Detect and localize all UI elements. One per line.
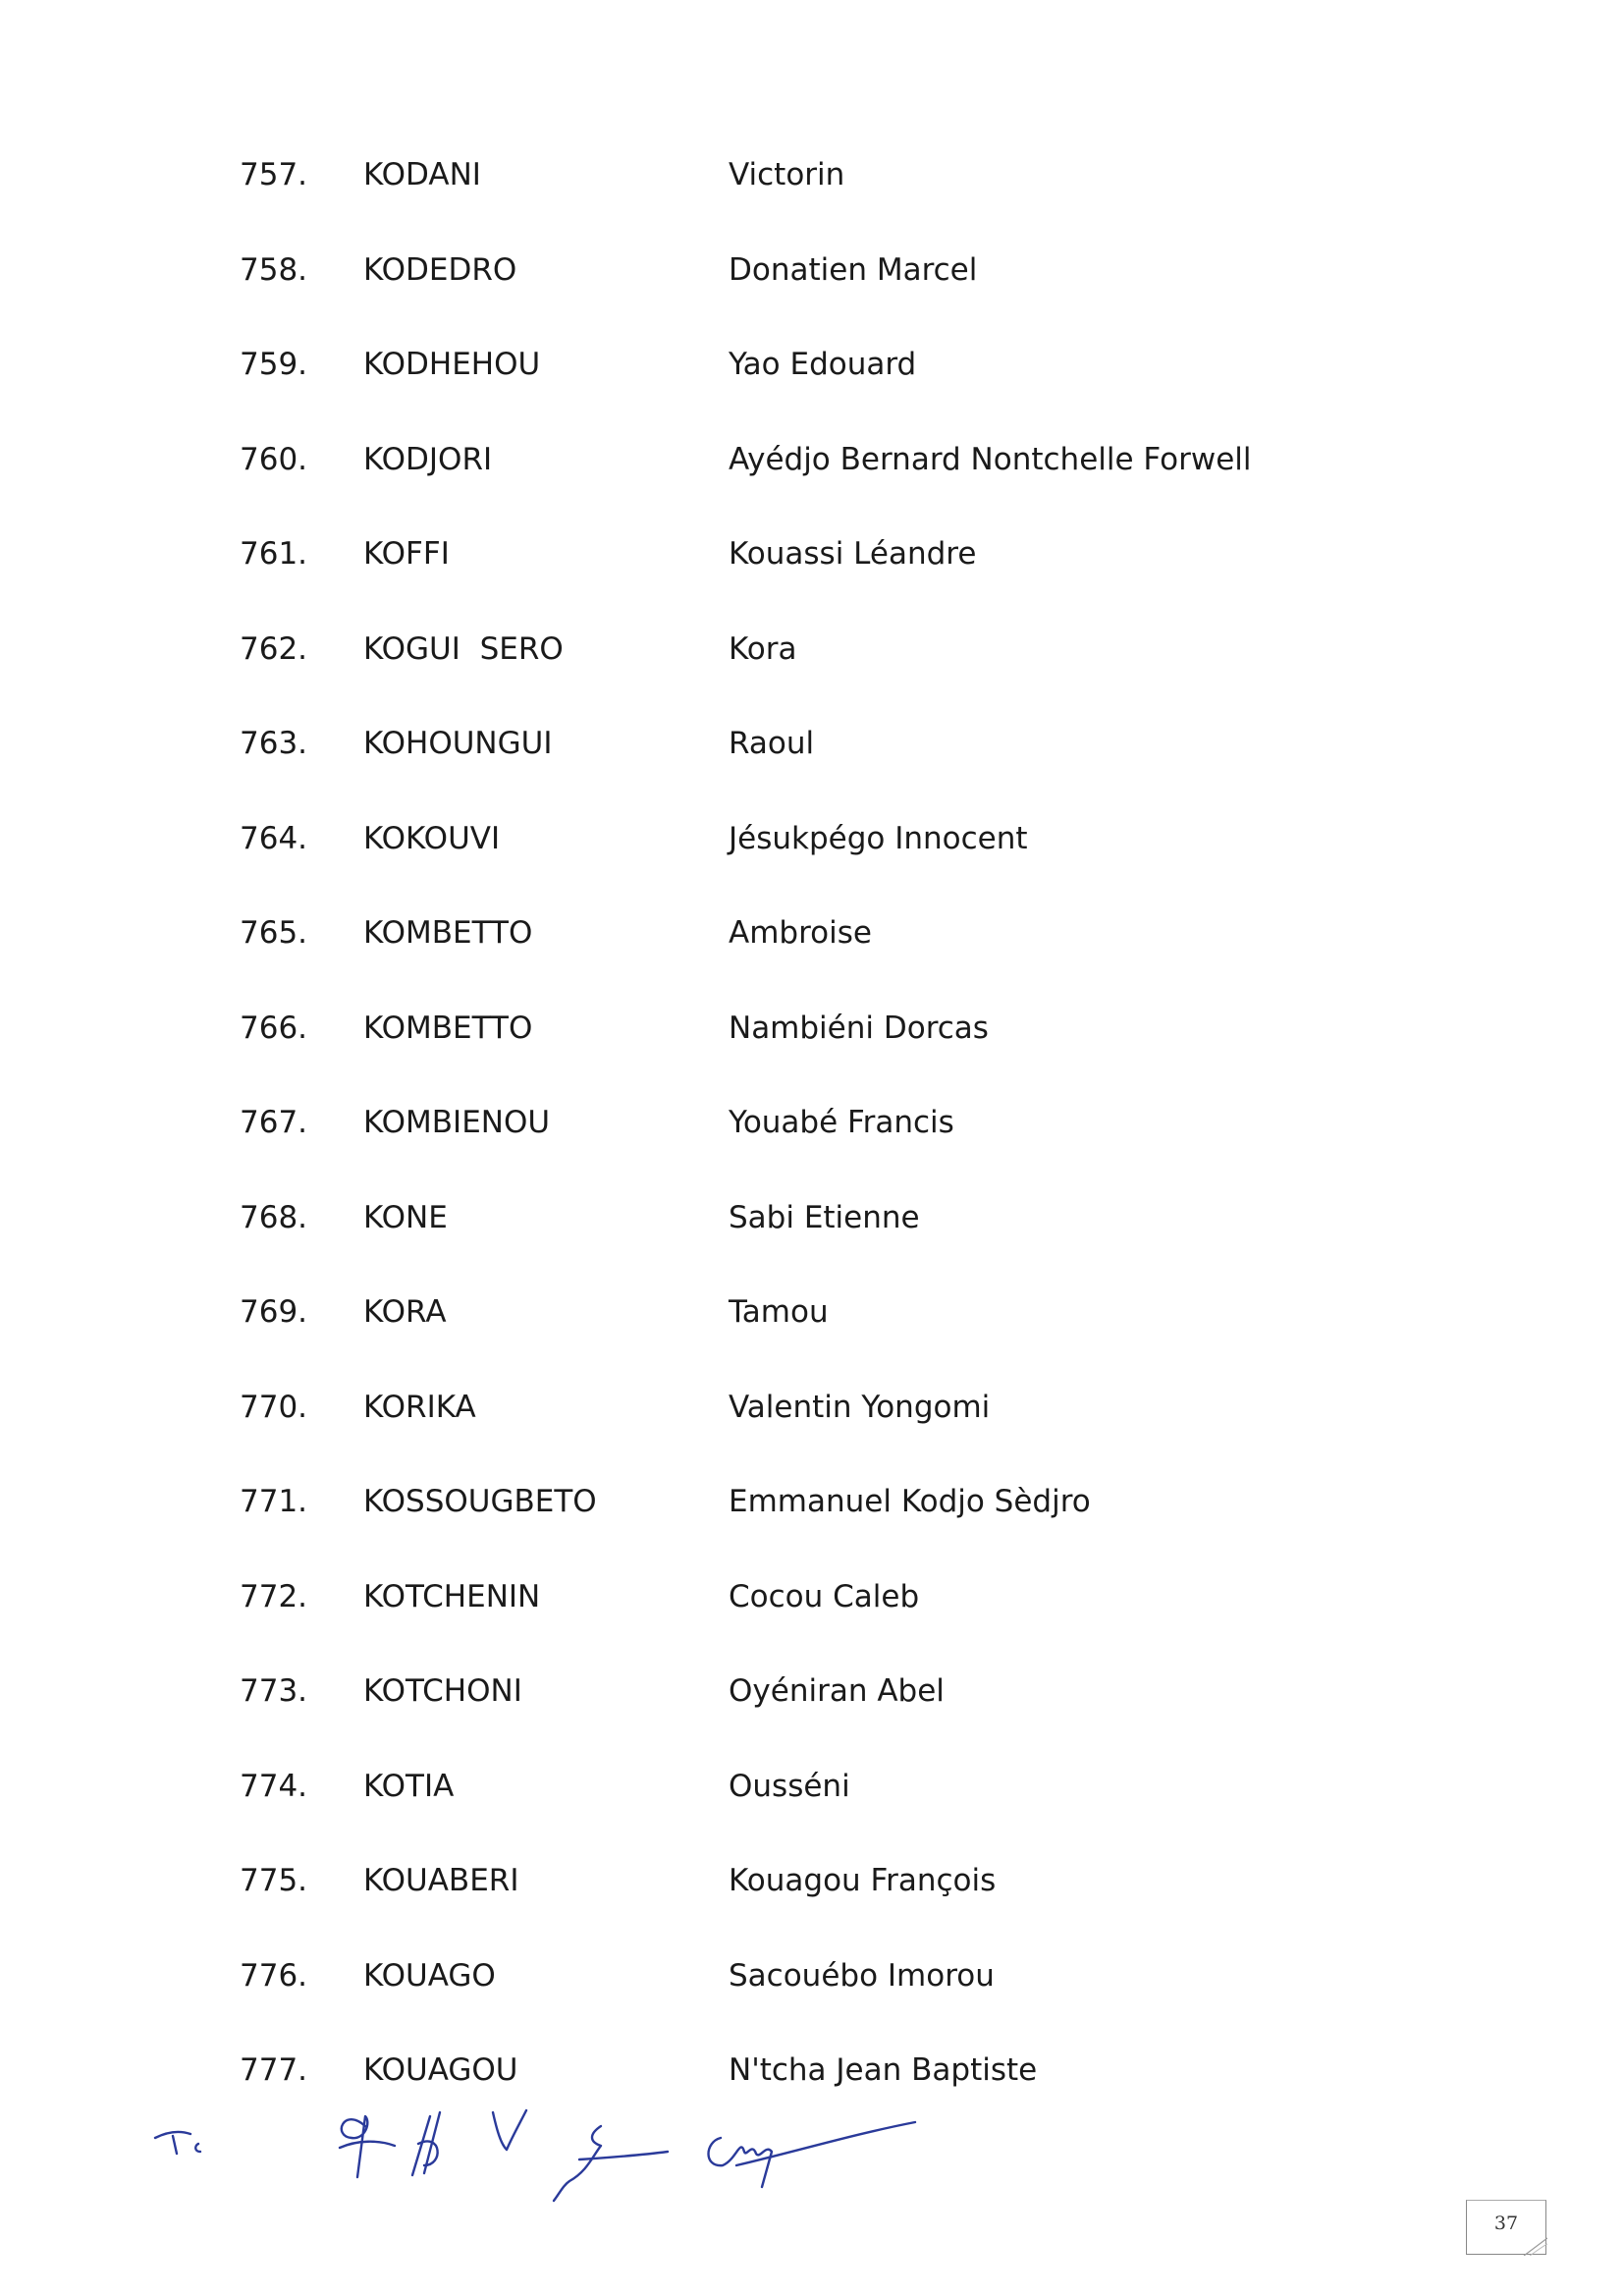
entry-number: 765. — [240, 915, 308, 951]
entry-given-names: Kouassi Léandre — [729, 536, 977, 572]
entry-given-names: Emmanuel Kodjo Sèdjro — [729, 1484, 1091, 1519]
entry-number: 759. — [240, 347, 308, 382]
signature-mark — [493, 2110, 526, 2150]
entry-number: 757. — [240, 157, 308, 192]
entry-surname: KODANI — [363, 157, 481, 192]
entry-surname: KOKOUVI — [363, 820, 501, 856]
entry-given-names: Donatien Marcel — [729, 251, 978, 288]
list-item — [0, 1469, 1624, 1564]
list-item — [0, 1564, 1624, 1660]
entry-number: 768. — [240, 1199, 308, 1235]
entry-number: 763. — [240, 726, 308, 761]
list-item — [0, 1280, 1624, 1375]
entry-given-names: Kora — [729, 630, 797, 667]
entry-surname: KOHOUNGUI — [363, 726, 553, 761]
entry-surname: KORIKA — [363, 1389, 476, 1425]
entry-number: 761. — [240, 536, 308, 572]
entry-number: 767. — [240, 1105, 308, 1140]
entry-number: 758. — [240, 251, 308, 288]
list-item — [0, 1943, 1624, 2039]
entry-number: 775. — [240, 1863, 308, 1898]
entry-number: 760. — [240, 441, 308, 477]
entry-number: 777. — [240, 2052, 308, 2088]
signature-mark — [195, 2144, 200, 2152]
list-item — [0, 332, 1624, 427]
entry-given-names: Oyéniran Abel — [729, 1673, 945, 1709]
entry-given-names: Cocou Caleb — [729, 1578, 920, 1614]
list-item — [0, 1185, 1624, 1281]
entry-surname: KOUAGOU — [363, 2052, 518, 2088]
list-item — [0, 1090, 1624, 1185]
entry-number: 773. — [240, 1673, 308, 1709]
signature-mark — [173, 2136, 177, 2154]
entry-number: 770. — [240, 1389, 308, 1425]
list-item — [0, 1659, 1624, 1754]
entry-given-names: Yao Edouard — [729, 347, 917, 382]
entry-given-names: Raoul — [729, 726, 815, 761]
entry-given-names: Youabé Francis — [729, 1105, 954, 1140]
page-number-box — [1466, 2200, 1546, 2255]
entry-given-names: Ambroise — [729, 915, 872, 951]
entry-surname: KODEDRO — [363, 251, 517, 288]
entry-surname: KOUAGO — [363, 1957, 496, 1994]
entry-given-names: Tamou — [729, 1294, 829, 1330]
entry-surname: KONE — [363, 1199, 448, 1235]
list-item — [0, 711, 1624, 806]
entry-given-names: Ousséni — [729, 1768, 850, 1804]
signature-mark — [579, 2152, 668, 2159]
entry-surname: KOMBETTO — [363, 915, 533, 951]
entry-given-names: Jésukpégo Innocent — [729, 820, 1028, 856]
list-item — [0, 521, 1624, 617]
entry-surname: KODJORI — [363, 441, 493, 477]
entry-given-names: Ayédjo Bernard Nontchelle Forwell — [729, 441, 1252, 477]
entry-given-names: Sacouébo Imorou — [729, 1957, 995, 1994]
entry-surname: KORA — [363, 1294, 447, 1330]
entry-surname: KOTCHONI — [363, 1673, 522, 1709]
name-list — [0, 142, 1624, 2133]
entry-given-names: Nambiéni Dorcas — [729, 1010, 989, 1046]
signature-mark — [340, 2142, 395, 2148]
entry-number: 769. — [240, 1294, 308, 1330]
handwritten-signatures — [147, 2097, 933, 2205]
entry-number: 776. — [240, 1957, 308, 1994]
entry-surname: KOMBIENOU — [363, 1105, 551, 1140]
signature-mark — [736, 2122, 915, 2165]
entry-surname: KODHEHOU — [363, 347, 541, 382]
entry-number: 762. — [240, 630, 308, 667]
page-number: 37 — [1493, 2213, 1519, 2234]
entry-number: 774. — [240, 1768, 308, 1804]
entry-surname: KOUABERI — [363, 1863, 519, 1898]
signature-mark — [554, 2126, 601, 2201]
list-item — [0, 1848, 1624, 1943]
entry-surname: KOFFI — [363, 536, 450, 572]
list-item — [0, 238, 1624, 333]
list-item — [0, 1754, 1624, 1849]
entry-given-names: N'tcha Jean Baptiste — [729, 2052, 1038, 2088]
entry-given-names: Valentin Yongomi — [729, 1389, 991, 1425]
entry-given-names: Sabi Etienne — [729, 1199, 920, 1235]
entry-number: 766. — [240, 1010, 308, 1046]
list-item — [0, 901, 1624, 996]
entry-number: 764. — [240, 820, 308, 856]
entry-surname: KOGUI SERO — [363, 630, 564, 667]
list-item — [0, 996, 1624, 1091]
signature-mark — [709, 2138, 773, 2187]
list-item — [0, 806, 1624, 902]
entry-number: 771. — [240, 1484, 308, 1519]
page-curl-icon — [1522, 2236, 1547, 2256]
entry-surname: KOTIA — [363, 1768, 455, 1804]
entry-surname: KOMBETTO — [363, 1010, 533, 1046]
list-item — [0, 617, 1624, 712]
signature-mark — [412, 2116, 430, 2175]
list-item — [0, 142, 1624, 238]
list-item — [0, 427, 1624, 522]
entry-surname: KOSSOUGBETO — [363, 1484, 597, 1519]
entry-surname: KOTCHENIN — [363, 1578, 541, 1614]
entry-given-names: Victorin — [729, 157, 845, 192]
signature-mark — [342, 2116, 368, 2177]
entry-number: 772. — [240, 1578, 308, 1614]
list-item — [0, 1375, 1624, 1470]
entry-given-names: Kouagou François — [729, 1863, 997, 1898]
